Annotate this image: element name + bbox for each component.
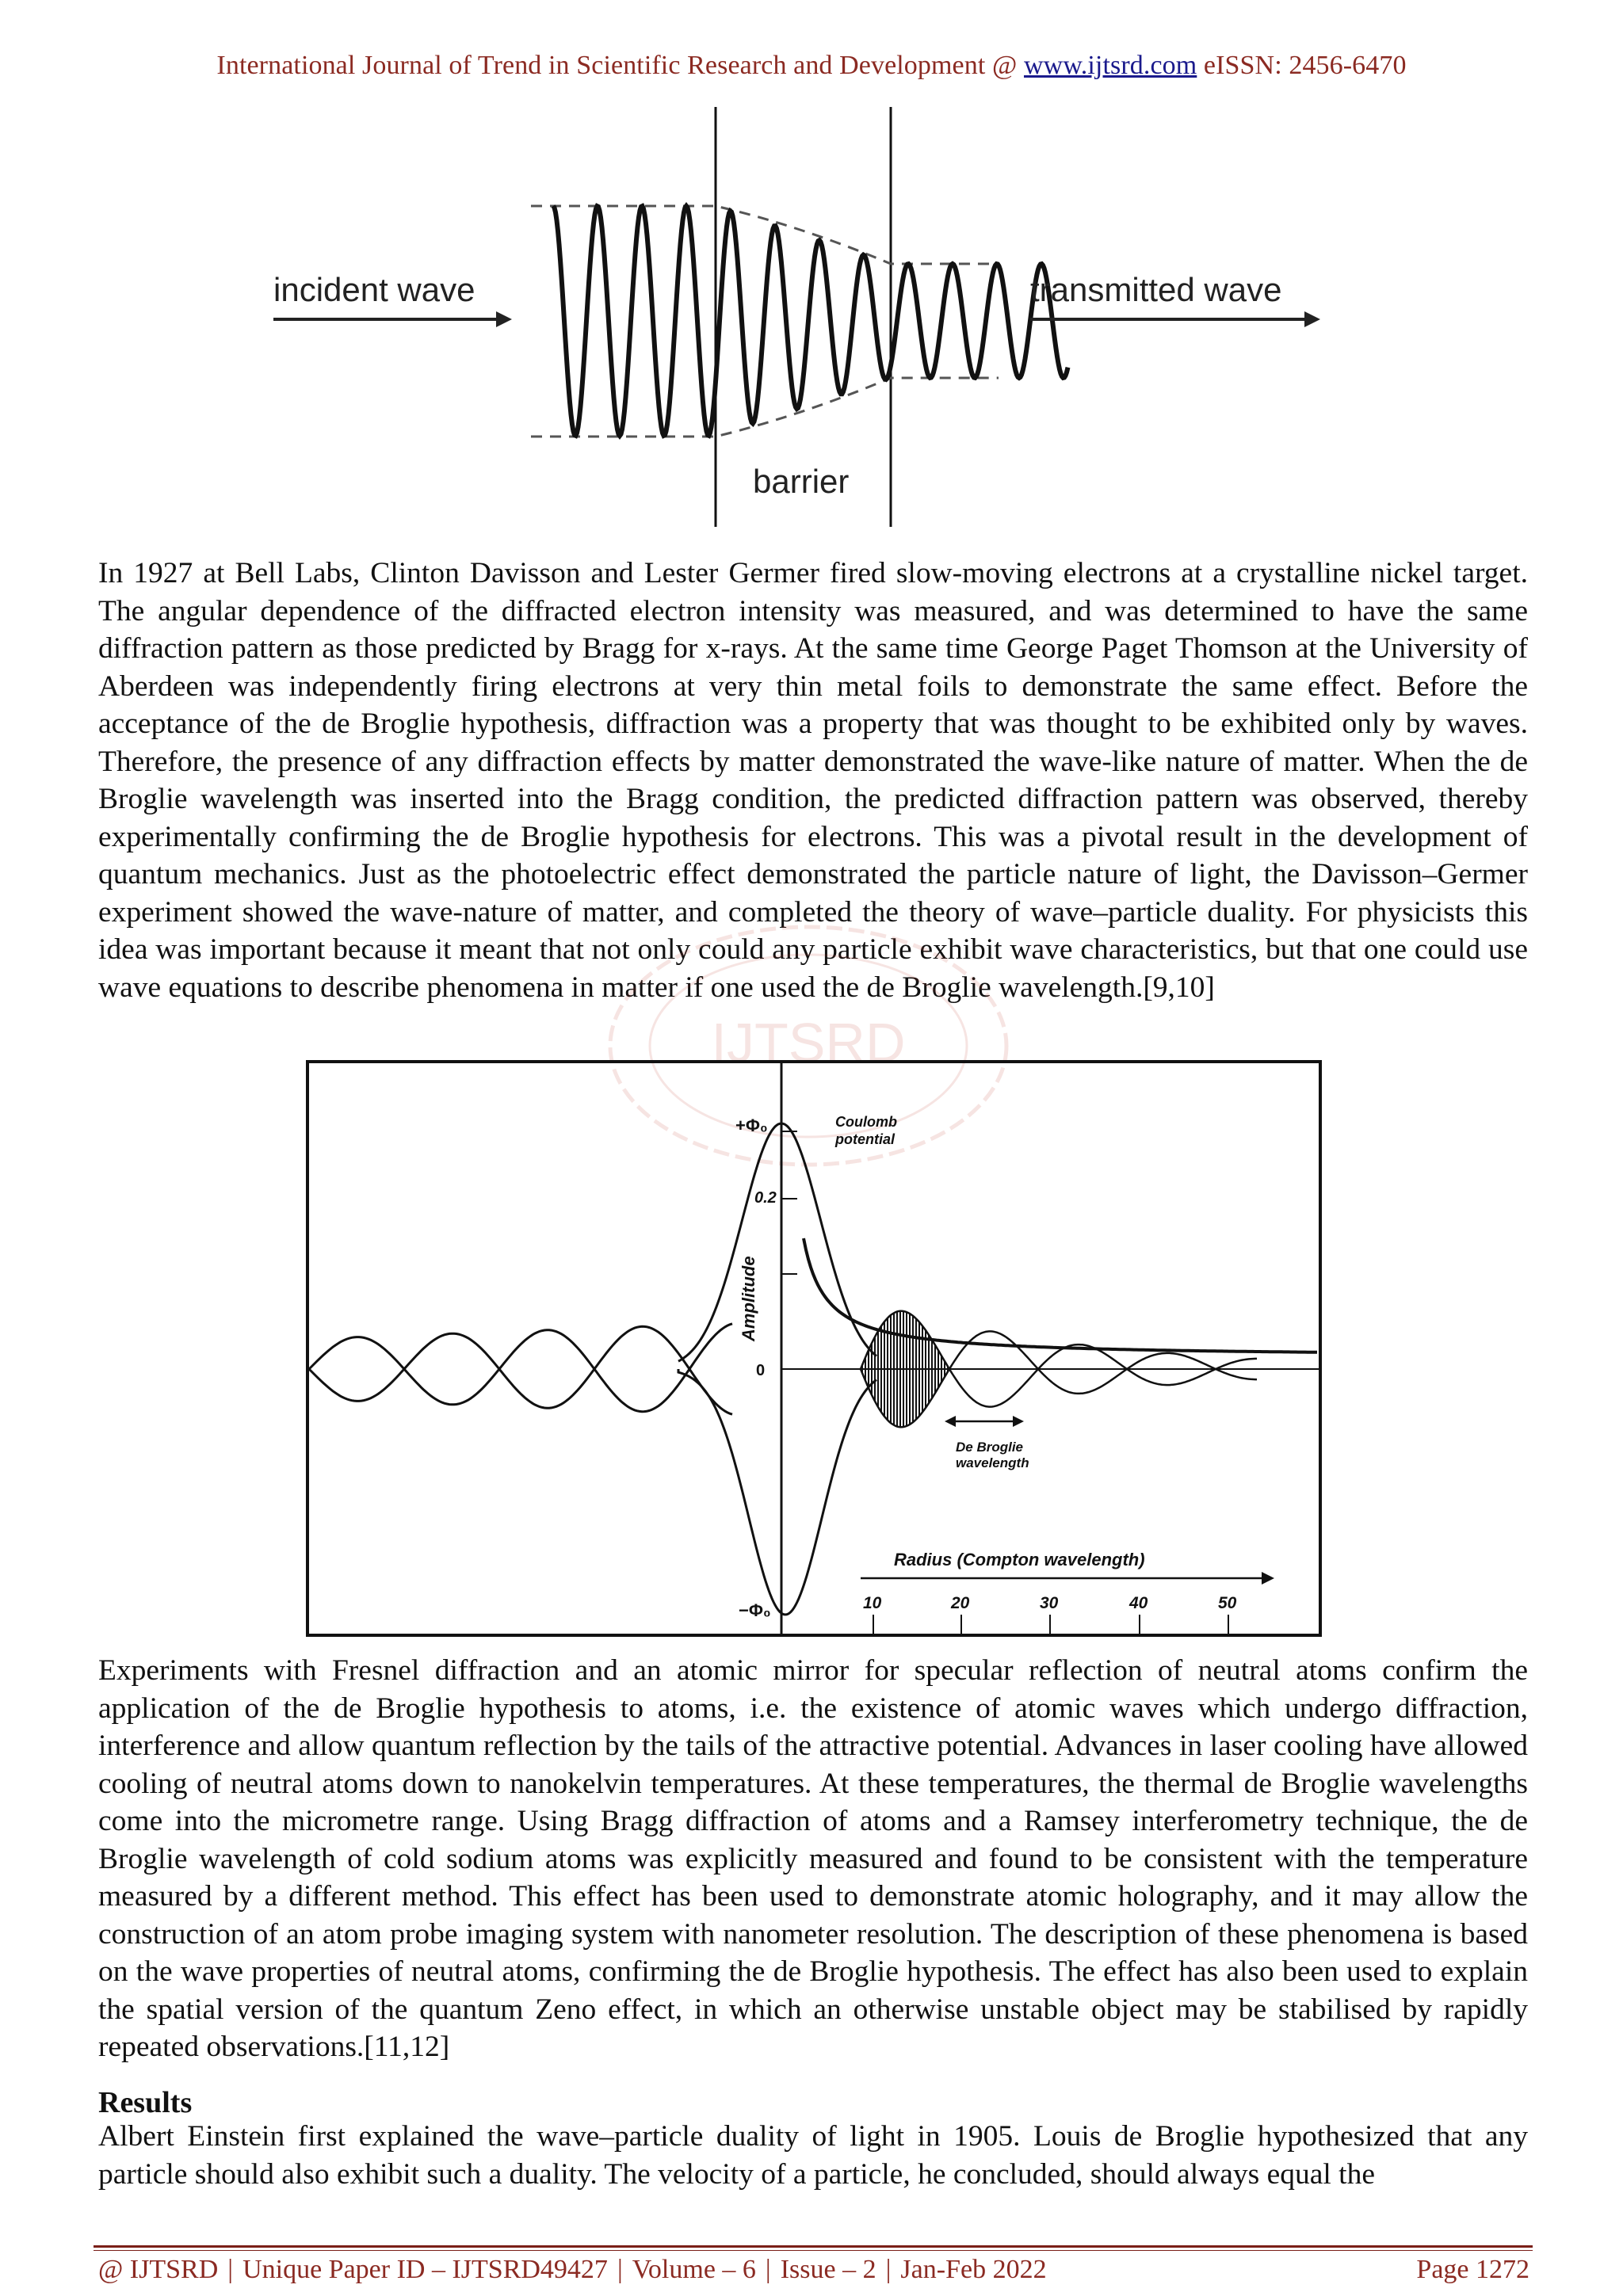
footer-rule-thick xyxy=(94,2245,1533,2248)
radius-axis-label: Radius (Compton wavelength) xyxy=(894,1550,1145,1569)
radius-tick-label: 50 xyxy=(1218,1594,1237,1612)
minus-phi-label: −Φ₀ xyxy=(739,1600,771,1620)
plus-phi-label: +Φ₀ xyxy=(735,1116,768,1135)
wave-curve xyxy=(553,206,1068,436)
footer-date: Jan-Feb 2022 xyxy=(900,2255,1047,2284)
figure-tunneling-diagram xyxy=(262,107,1371,535)
coulomb-label-line2: potential xyxy=(835,1131,895,1147)
left-envelope-upper xyxy=(309,1324,732,1369)
radius-tick-label: 40 xyxy=(1129,1594,1148,1612)
radius-arrow-head xyxy=(1262,1572,1274,1585)
footer-separator: | xyxy=(765,2255,771,2284)
footer-separator: | xyxy=(617,2255,623,2284)
radius-tick-label: 20 xyxy=(951,1594,970,1612)
footer-left xyxy=(98,2255,1047,2285)
journal-header xyxy=(0,51,1623,81)
figure-debroglie-wavelength xyxy=(306,1060,1322,1637)
journal-title: International Journal of Trend in Scientific Research and Development @ xyxy=(216,51,1025,80)
lower-envelope xyxy=(531,378,999,437)
barrier-label: barrier xyxy=(753,463,850,500)
radius-tick-label: 30 xyxy=(1040,1594,1059,1612)
zero-label: 0 xyxy=(756,1362,766,1379)
paragraph-results: Albert Einstein first explained the wave–particle duality of light in 1905. Louis de Broglie hypothesized that any particle should also exhibit such a duality. The velocity of a particle, he concluded, should always equal the xyxy=(98,2120,1528,2191)
paragraph-atomic-waves: Experiments with Fresnel diffraction and an atomic mirror for specular reflection of neutral atoms confirm the application of the de Broglie hypothesis to atoms, i.e. the existence of atomic waves which undergo diffraction, interference and allow quantum reflection by the tails of the attractive potential. Advances in laser cooling have allowed cooling of neutral atoms down to nanokelvin temperatures. At these temperatures, the thermal de Broglie wavelengths come into the micrometre range. Using Bragg diffraction of atoms and a Ramsey interferometry technique, the de Broglie wavelength of cold sodium atoms was explicitly measured and found to be consistent with the temperature measured by a different method. This effect has been used to demonstrate atomic holography, and it may allow the construction of an atom probe imaging system with nanometer resolution. The description of these phenomena is based on the wave properties of neutral atoms, confirming the de Broglie hypothesis. The effect has also been used to explain the spatial version of the quantum Zeno effect, in which an otherwise unstable object may be stabilised by rapidly repeated observations.[11,12] xyxy=(98,1654,1528,2063)
incident-wave-label: incident wave xyxy=(273,271,475,308)
amplitude-axis-label: Amplitude xyxy=(739,1256,758,1341)
footer-rule-thin xyxy=(94,2250,1533,2251)
paragraph-davisson-germer: In 1927 at Bell Labs, Clinton Davisson and Lester Germer fired slow-moving electrons at a crystalline nickel target. The angular dependence of the diffracted electron intensity was measured, and was determined to have the same diffraction pattern as those predicted by Bragg for x-rays. At the same time George Paget Thomson at the University of Aberdeen was independently firing electrons at very thin metal foils to demonstrate the same effect. Before the acceptance of the de Broglie hypothesis, diffraction was a property that was thought to be exhibited only by waves. Therefore, the presence of any diffraction effects by matter demonstrated the wave-like nature of matter. When the de Broglie wavelength was inserted into the Bragg condition, the predicted diffraction pattern was observed, thereby experimentally confirming the de Broglie hypothesis for electrons. This was a pivotal result in the development of quantum mechanics. Just as the photoelectric effect demonstrated the particle nature of light, the Davisson–Germer experiment showed the wave-nature of matter, and completed the theory of wave–particle duality. For physicists this idea was important because it meant that not only could any particle exhibit wave characteristics, but that one could use wave equations to describe phenomena in matter if one used the de Broglie wavelength.[9,10] xyxy=(98,557,1528,1004)
radius-tick-label: 10 xyxy=(863,1594,882,1612)
footer-separator: | xyxy=(227,2255,234,2284)
footer-page-number: Page 1272 xyxy=(1416,2255,1529,2284)
footer-separator: | xyxy=(885,2255,892,2284)
coulomb-label-line1: Coulomb xyxy=(835,1114,897,1130)
incident-arrow-head xyxy=(496,311,512,327)
footer-issue: Issue – 2 xyxy=(780,2255,876,2284)
journal-issn: eISSN: 2456-6470 xyxy=(1197,51,1407,80)
left-envelope-lower xyxy=(309,1369,732,1414)
tick-02-label: 0.2 xyxy=(754,1189,777,1207)
journal-url-link[interactable]: www.ijtsrd.com xyxy=(1024,51,1197,80)
watermark-text: IJTSRD xyxy=(711,1012,906,1074)
amplitude-ticks xyxy=(781,1131,797,1274)
debroglie-arrow-right-head xyxy=(1013,1416,1024,1427)
debroglie-arrow-left-head xyxy=(945,1416,956,1427)
footer-publisher: @ IJTSRD xyxy=(98,2255,219,2284)
transmitted-wave-label: transmitted wave xyxy=(1030,271,1282,308)
results-heading: Results xyxy=(98,2086,193,2119)
debroglie-label-line2: wavelength xyxy=(956,1455,1029,1470)
page-footer xyxy=(98,2255,1529,2285)
debroglie-label-line1: De Broglie xyxy=(956,1440,1024,1455)
transmitted-arrow-head xyxy=(1304,311,1320,327)
radius-ticks xyxy=(873,1615,1228,1635)
footer-paper-id: Unique Paper ID – IJTSRD49427 xyxy=(242,2255,608,2284)
footer-volume: Volume – 6 xyxy=(632,2255,756,2284)
